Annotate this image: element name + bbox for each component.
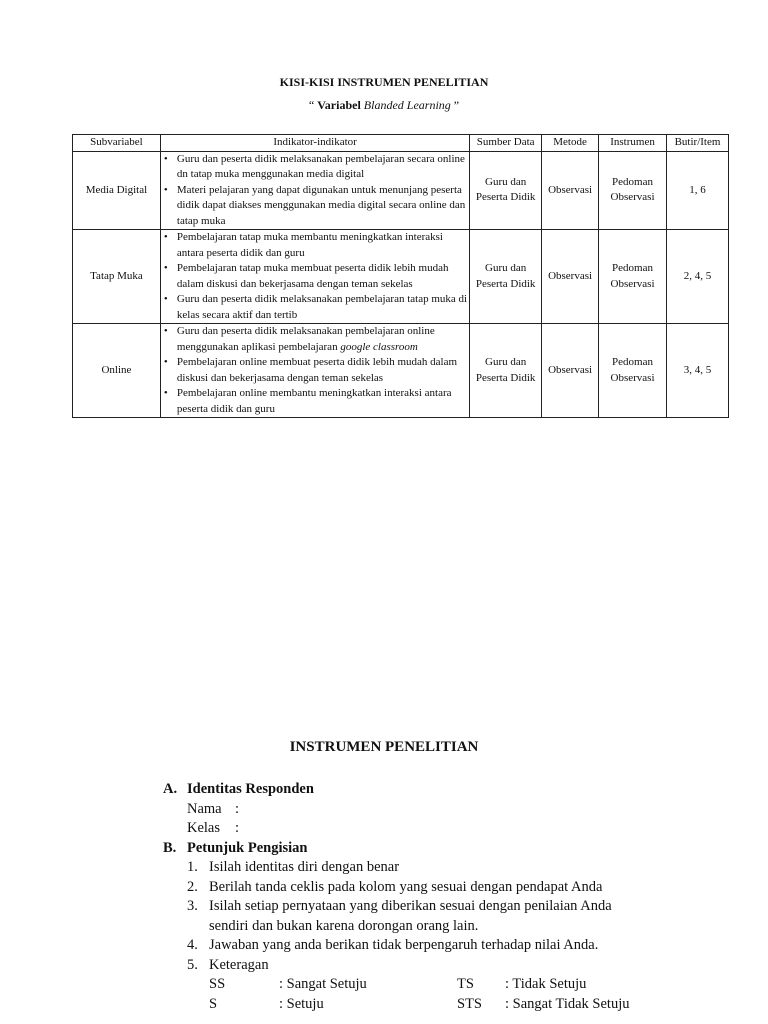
table-row [73,324,729,418]
indikator-item: • Guru dan peserta didik melaksanakan pembelajaran online menggunakan aplikasi pembelajaran google classroom [177,324,467,355]
field-kelas-colon: : [235,820,240,836]
section-b-heading [163,839,683,859]
google-classroom-text: google classroom [340,340,418,353]
list-item: 1. Isilah identitas diri dengan benar [187,859,400,875]
indikator-item: • Pembelajaran online membantu meningkatkan interaksi antara peserta didik dan guru [177,386,467,417]
field-nama-colon: : [235,800,240,817]
row-subvariabel: Media Digital [73,151,161,230]
list-item: 5. Keteragan [187,956,269,973]
kisi-table [72,134,729,418]
indikator-item: • Materi pelajaran yang dapat digunakan untuk menunjang peserta didik dapat diakses menggunakan media digital secara online dan tatap muka [177,183,467,230]
indikator-item: • Pembelajaran tatap muka membuat peserta didik lebih mudah dalam diskusi dan bekerjasama dengan teman sekelas [177,261,467,292]
row-butir: 1, 6 [667,151,729,230]
section-b-letter: B. [163,839,177,856]
row-sumber-data: Guru dan Peserta Didik [470,324,542,418]
header-metode: Metode [542,135,599,152]
table-row [73,151,729,230]
row-butir: 2, 4, 5 [667,230,729,324]
section-a-letter: A. [163,781,178,797]
row-metode: Observasi [542,151,599,230]
field-nama-label: Nama [187,800,222,817]
header-subvariabel: Subvariabel [73,135,161,152]
field-kelas [163,819,683,839]
header-instrumen: Instrumen [599,135,667,152]
row-sumber-data: Guru dan Peserta Didik [470,151,542,230]
header-indikator: Indikator-indikator [160,135,469,152]
indikator-item: • Guru dan peserta didik melaksanakan pembelajaran tatap muka di kelas secara aktif dan tertib [177,292,467,323]
list-item: 4. Jawaban yang anda berikan tidak berpengaruh terhadap nilai Anda. [187,937,599,953]
table-header-row [73,135,729,152]
instrumen-form [163,780,683,1014]
row-subvariabel: Online [73,324,161,418]
section-a-heading [163,780,683,800]
keterangan-row: SS : Sangat Setuju TS : Tidak Setuju [209,976,587,992]
subtitle-variabel: Variabel [317,98,361,112]
instrumen-title: INSTRUMEN PENELITIAN [289,739,479,755]
indikator-item: • Pembelajaran online membuat peserta didik lebih mudah dalam diskusi dan bekerjasama dengan teman sekelas [177,355,467,386]
row-sumber-data: Guru dan Peserta Didik [470,230,542,324]
row-butir: 3, 4, 5 [667,324,729,418]
row-indikator-list [160,151,469,230]
row-instrumen: Pedoman Observasi [599,230,667,324]
indikator-item: • Pembelajaran tatap muka membantu meningkatkan interaksi antara peserta didik dan guru [177,230,467,261]
list-item-continuation: sendiri dan bukan karena dorongan orang lain. [209,917,479,934]
row-indikator-list [160,324,469,418]
field-kelas-label: Kelas [187,820,221,836]
header-butir-item: Butir/Item [667,135,729,152]
header-sumber-data: Sumber Data [470,135,542,152]
indikator-item: • Guru dan peserta didik melaksanakan pembelajaran secara online dn tatap muka menggunakan media digital [177,152,467,183]
row-metode: Observasi [542,230,599,324]
row-metode: Observasi [542,324,599,418]
kisi-title: KISI-KISI INSTRUMEN PENELITIAN [279,75,489,89]
row-instrumen: Pedoman Observasi [599,151,667,230]
list-item: 3. Isilah setiap pernyataan yang diberikan sesuai dengan penilaian Anda [187,898,612,914]
list-item: 2. Berilah tanda ceklis pada kolom yang sesuai dengan pendapat Anda [187,878,603,895]
field-nama [163,800,683,820]
keterangan-row: S : Setuju STS : Sangat Tidak Setuju [209,995,630,1012]
row-indikator-list [160,230,469,324]
kisi-subtitle: “ Variabel Blanded Learning ” [308,98,460,112]
row-subvariabel: Tatap Muka [73,230,161,324]
row-instrumen: Pedoman Observasi [599,324,667,418]
section-a-title: Identitas Responden [187,781,314,797]
section-b-title: Petunjuk Pengisian [187,839,308,856]
subtitle-blanded-learning: Blanded Learning [363,98,451,112]
table-row [73,230,729,324]
